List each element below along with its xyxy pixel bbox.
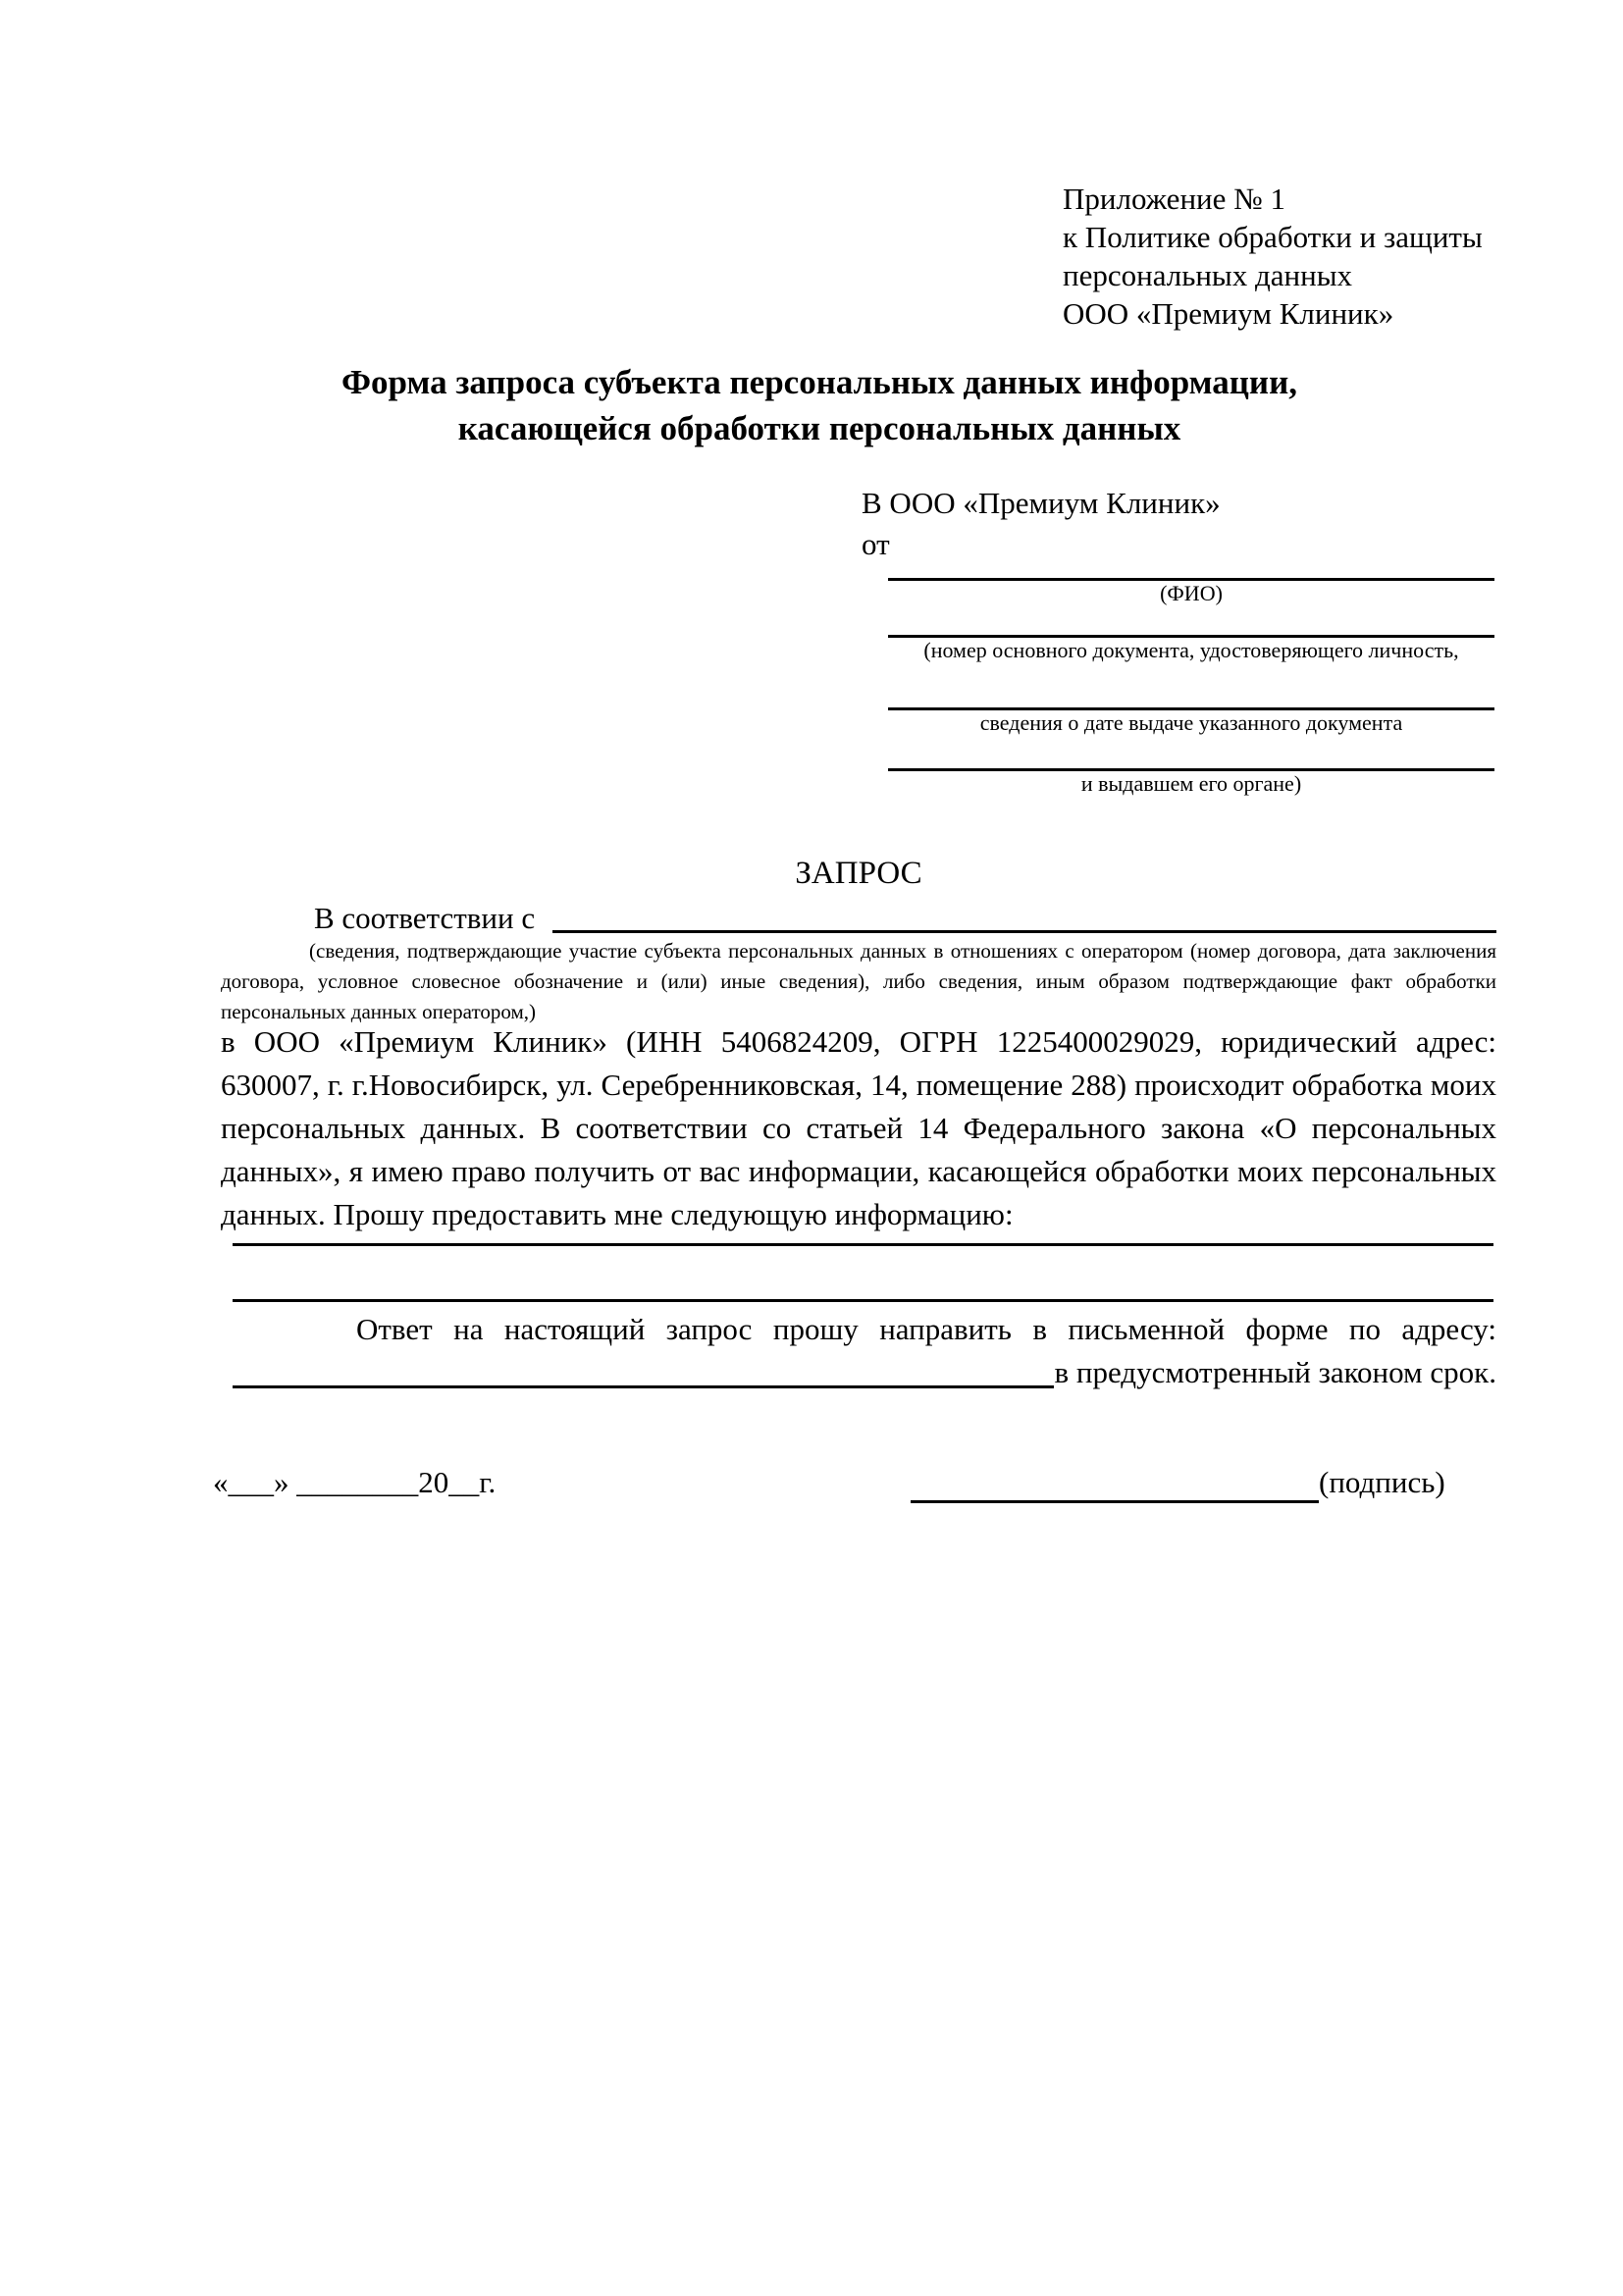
issuing-authority-field-caption: и выдавшем его органе) <box>1080 771 1302 796</box>
intro-prefix: В соответствии с <box>314 901 543 935</box>
fio-field-caption: (ФИО) <box>1160 581 1223 605</box>
signature-block <box>911 1462 1445 1503</box>
fio-field-line <box>888 565 1494 581</box>
signature-caption: (подпись) <box>1319 1465 1445 1499</box>
intro-blank-line <box>552 897 1496 933</box>
appendix-line: Приложение № 1 <box>1063 182 1285 216</box>
request-heading: ЗАПРОС <box>795 856 922 891</box>
appendix-line: к Политике обработки и защиты <box>1063 220 1483 254</box>
fio-field <box>862 565 1494 606</box>
addressee-to: В ООО «Премиум Клиник» <box>862 486 1221 520</box>
reply-address-row <box>233 1352 1496 1393</box>
date-line: «___» ________20__г. <box>213 1465 497 1499</box>
appendix-line: ООО «Премиум Клиник» <box>1063 296 1394 331</box>
document-title-line2: касающейся обработки персональных данных <box>457 409 1181 447</box>
document-number-field-caption: (номер основного документа, удостоверяющего личность, <box>923 638 1459 662</box>
appendix-header <box>1063 180 1483 333</box>
blank-line-1 <box>233 1219 1493 1246</box>
document-title <box>147 359 1492 451</box>
issue-date-field-line <box>888 663 1494 710</box>
blank-line-2 <box>233 1275 1493 1302</box>
issue-date-field <box>862 663 1494 736</box>
addressee-block <box>862 483 1494 797</box>
intro-line <box>221 897 1496 940</box>
reply-sentence: Ответ на настоящий запрос прошу направить в письменной форме по адресу: <box>356 1312 1496 1346</box>
issuing-authority-field-line <box>888 736 1494 771</box>
document-number-field-line <box>888 606 1494 638</box>
body-paragraph: в ООО «Премиум Клиник» (ИНН 5406824209, ОГРН 1225400029029, юридический адрес: 630007, г. г.Новосибирск, ул. Серебренниковская, 14, помещение 288) происходит обработка моих персональных данных. В соответствии со статьей 14 Федерального закона «О персональных данных», я имею право получить от вас информации, касающейся обработки моих персональных данных. Прошу предоставить мне следующую информацию: <box>221 1024 1496 1231</box>
signature-blank-line <box>911 1467 1319 1503</box>
reply-tail: в предусмотренный законом срок. <box>1054 1355 1496 1389</box>
footnote-text: (сведения, подтверждающие участие субъекта персональных данных в отношениях с оператором (номер договора, дата заключения договора, условное словесное обозначение и (или) иные сведения), либо сведения, иным образом подтверждающие факт обработки персональных данных оператором,) <box>221 939 1496 1023</box>
appendix-line: персональных данных <box>1063 258 1353 292</box>
reply-address-blank-line <box>233 1352 1054 1388</box>
document-number-field <box>862 606 1494 663</box>
addressee-from: от <box>862 527 890 561</box>
document-title-line1: Форма запроса субъекта персональных данных информации, <box>340 363 1298 401</box>
issue-date-field-caption: сведения о дате выдаче указанного документа <box>979 710 1403 735</box>
issuing-authority-field <box>862 736 1494 797</box>
